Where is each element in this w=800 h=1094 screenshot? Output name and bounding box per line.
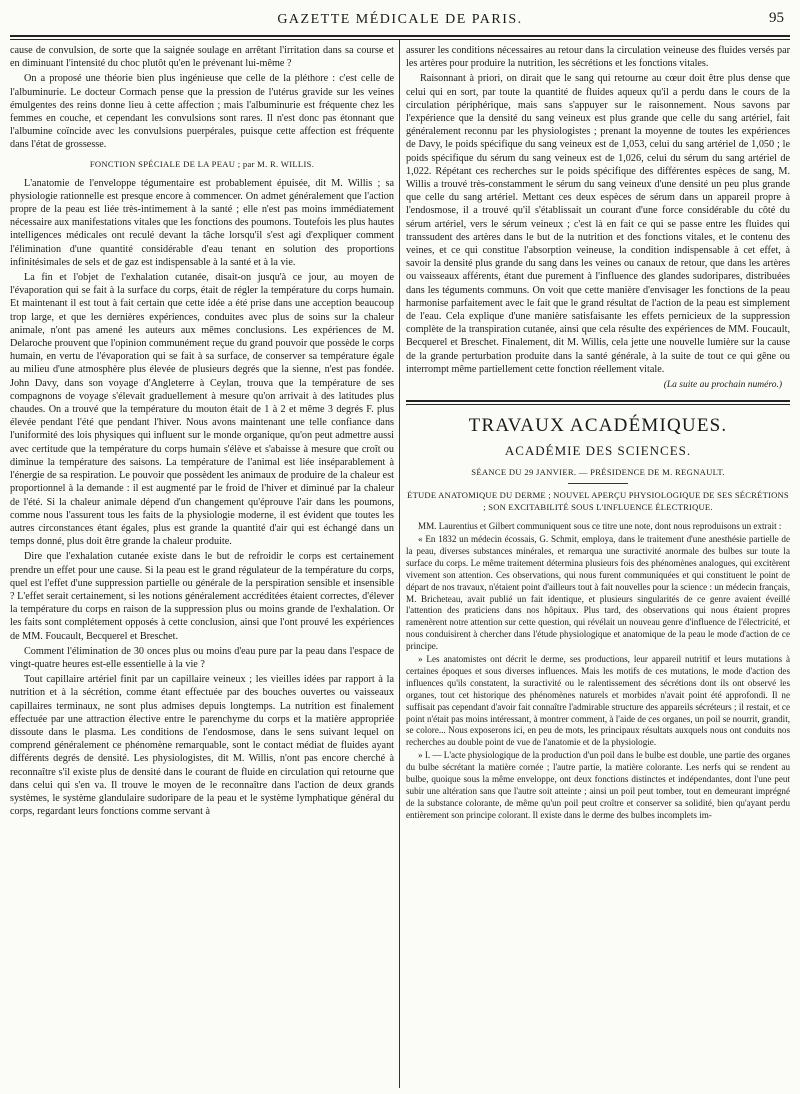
paragraph: On a proposé une théorie bien plus ingénieuse que celle de la pléthore : c'est celle de l'albuminurie. Le docteur Cormach pense que la pression de l'utérus gravide sur les veines émulgentes des reins donne lieu à cette affection ; mais l'albuminurie est fréquente chez les femmes en couche, et cependant les convulsions sont rares. Il n'est donc pas étonnant que l'albumine coïncide avec les convulsions puerpérales, puisque cette affection est fréquente dans l'état de grossesse. <box>10 73 394 151</box>
right-column <box>406 44 790 823</box>
paragraph: Dire que l'exhalation cutanée existe dans le but de refroidir le corps est certainement prendre un effet pour une cause. Si la peau est le grand régulateur de la température du corps, quel est l'effet d'une suppression partielle ou générale de la perspiration sensible et insensible ? L'effet serait certainement, si les notions généralement accréditées étaient correctes, d'élever la température du corps en raison de la suppression plus ou moins grande de l'exhalation. Or les faits sont complétement opposés à cette conclusion, ainsi que l'ont prouvé les expériences de MM. Foucault, Becquerel et Breschet. <box>10 551 394 642</box>
header-rule <box>10 35 790 40</box>
paragraph: » Les anatomistes ont décrit le derme, ses productions, leur appareil nutritif et leurs mutations à certaines époques et sous diverses influences. Mais les motifs de ces mutations, le mode d'action des influences qu'ils constatent, la suractivité ou le ralentissement des sécrétions dont ils ont observé les organes, tout cet historique des phénomènes naturels et morbides n'avait point été approfondi. Il ne suffisait pas cependant d'avoir fait connaître l'admirable structure des appareils sécréteurs ; il restait, et ce point n'était pas moins intéressant, à montrer comment, à l'aide de ces organes, un poil se nourrit, grandit, se colore... Nous exposerons ici, en peu de mots, les principaux résultats auxquels nous ont conduits nos recherches au double point de vue de l'anatomie et de la physiologie. <box>406 654 790 748</box>
session-line: SÉANCE DU 29 JANVIER. — PRÉSIDENCE DE M. REGNAULT. <box>471 467 725 478</box>
paragraph: Comment l'élimination de 30 onces plus ou moins d'eau pure par la peau dans l'espace de vingt-quatre heures est-elle essentielle à la vie ? <box>10 645 394 670</box>
paragraph: Raisonnant à priori, on dirait que le sang qui retourne au cœur doit être plus dense que celui qui en sort, par toute la quantité de fluides aqueux qu'il a perdu dans le cours de la circulation périphérique, mais sans s'appuyer sur le raisonnement. Nous savons par l'expérience que la densité du sang veineux est plus grande que celle du sang artériel, fait généralement reconnu par les physiologistes ; prenant la moyenne de toutes les expériences de Davy, le poids spécifique du sang veineux est de 1,053, celui du sang artériel de 1,050 ; le poids spécifique du sérum du sang veineux est de 1,026, celui du sérum du sang artériel de 1,022. Répétant ces recherches sur le poids spécifique des différentes espèces de sang, M. Willis a trouvé très-constamment le sérum du sang veineux d'une densité un peu plus grande que celle du sang artériel. Mettant ces deux espèces de sérum dans un appareil propre à l'endosmose, il a trouvé qu'il s'établissait un courant d'une force considérable du côté du sérum artériel, vers le sérum veineux ; c'est là en fait ce qui se passe entre les fluides qui transsudent des artères dans le but de la nutrition et des fonctions vitales, et le contenu des veines, et ce qui constitue l'absorption veineuse, la condition indispensable à cet effet, à savoir la densité plus grande du sang dans les veines ou canaux de retour, que dans les artères ou vaisseaux afférents, étant due purement à l'influence des glandes sudoripares, distribuées dans les téguments communs. On voit que cette manière d'envisager les fonctions de la peau harmonise parfaitement avec le fait que le grand résultat de l'action de la peau est simplement de l'eau. Cela explique d'une manière satisfaisante les effets pernicieux de la suppression complète de la transpiration cutanée, ainsi que cela résulte des expériences de MM. Foucault, Becquerel et Breschet. Finalement, dit M. Willis, cela jette une nouvelle lumière sur la cause de la grande perturbation produite dans la santé générale, à la suite de tout ce qui gêne ou interrompt même partiellement cette fonction réellement vitale. <box>406 73 790 375</box>
paragraph: » I. — L'acte physiologique de la production d'un poil dans le bulbe est double, une partie des organes du bulbe sécrétant la matière cornée ; l'autre partie, la matière colorante. Les nerfs qui se rendent au bulbe, quoique sous la même enveloppe, ont deux fonctions distinctes et indépendantes, dont l'une peut subir une altération sans que l'autre soit atteinte ; ainsi un poil peut tomber, tout en demeurant imprégné de la substance colorante, de même qu'un poil peut croître et conserver sa solidité, bien qu'ayant perdu entièrement son principe colorant. Il existe dans le derme des bulbes incomplets im- <box>406 750 790 820</box>
paragraph: cause de convulsion, de sorte que la saignée soulage en arrêtant l'irritation dans sa course et en diminuant l'intensité du choc plutôt qu'en le prévenant lui-même ? <box>10 45 394 70</box>
journal-title: GAZETTE MÉDICALE DE PARIS. <box>277 12 523 27</box>
paragraph: La fin et l'objet de l'exhalation cutanée, disait-on jusqu'à ce jour, au moyen de l'évaporation qui se fait à la surface du corps, était de régler la température du corps humain. Et maintenant il est tout à fait certain que cette idée a été prise dans une acception beaucoup trop large, et que les dernières expériences, conduites avec plus de soins sur la chaleur animale, n'ont pas amené les auteurs aux mêmes conclusions. Les expériences de M. Delaroche prouvent que l'opinion communément reçue du grand pouvoir que possède le corps humain, en vertu de l'évaporation qui se fait à sa surface, de conserver sa température égale au milieu d'une atmosphère plus élevée de plusieurs degrés que la sienne, n'est pas fondée. John Davy, dans son voyage d'Angleterre à Ceylan, trouva que la température de ses compagnons de voyage s'élevait graduellement à mesure qu'on arrivait à des latitudes plus chaudes. On a trouvé que la température du mouton était de 1 à 2 et même 3 degrés F. plus élevée pendant l'été que pendant l'hiver. Nous avons maintenant une telle confiance dans l'uniformité des lois physiques qui influent sur le monde organique, qu'on peut admettre aussi avec certitude que la température du corps humain s'élève et s'abaisse à mesure que croît ou diminue la température des saisons. La température de l'animal est liée inséparablement à l'énergie de sa respiration. Le pouvoir que possèdent les animaux de produire de la chaleur est proportionnel à la demande : il est augmenté par le froid de l'hiver et diminué par la chaleur de l'été. Si la chaleur animale dépend d'un changement qu'éprouve l'air dans les poumons, comme nous l'assurent tous les faits de la physiologie moderne, il est évident que toutes les autres circonstances étant égales, plus est grande la quantité d'air qui est échangé dans un temps donné, plus doit être grande la chaleur produite. <box>10 272 394 548</box>
left-column <box>10 44 394 820</box>
paragraph: Tout capillaire artériel finit par un capillaire veineux ; les vieilles idées par rapport à la nutrition et à la sécrétion, comme étant effectuée par des bouches ouvertes ou vaisseaux capillaires terminaux, ne sont plus admises depuis longtemps. La nutrition est finalement effectuée par une attraction élective entre le parenchyme du corps et la matière appropriée dissoute dans le plasma. Les conditions de l'endosmose, dans le sens suivant lequel on comprend généralement ce phénomène remarquable, sont le contact médiat de fluides ayant différents degrés de densité. Les physiologistes, dit M. Willis, n'ont pas encore cherché à reconnaître s'il existe plus de densité dans le courant de fluide en circulation qui retourne que dans celui qui s'en va. Il trouve le moyen de le reconnaître dans l'action de deux grands systèmes, le système glandulaire sudoripare de la peau et le système lymphatique général du corps, regardant leurs fonctions comme servant à <box>10 674 394 818</box>
communication-title: ÉTUDE ANATOMIQUE DU DERME ; NOUVEL APERÇU PHYSIOLOGIQUE DE SES SÉCRÉTIONS ; SON EXCITABILITÉ SOUS L'INFLUENCE ÉLECTRIQUE. <box>407 490 789 512</box>
paragraph: assurer les conditions nécessaires au retour dans la circulation veineuse des fluides versés par les artères pour produire la nutrition, les sécrétions et les fonctions vitales. <box>406 45 790 70</box>
paragraph: MM. Laurentius et Gilbert communiquent sous ce titre une note, dont nous reproduisons un extrait : <box>418 521 782 532</box>
section-separator <box>406 400 790 405</box>
paragraph: « En 1832 un médecin écossais, G. Schmit, employa, dans le traitement d'une anesthésie partielle de la peau, diverses substances minérales, et remarqua une suractivité anormale des bulbes sur toute la surface du corps. Le même traitement détermina plusieurs fois des phénomènes analogues, qui excitèrent vivement son attention. Ces observations, qui nous furent communiquées et qui constituent le point de départ de nos travaux, n'étaient point d'ailleurs tout à fait nouvelles pour la science : un médecin français, M. Bricheteau, avait publié un fait identique, et plusieurs singularités de ce genre avaient éveillé l'attention des praticiens dans nos hôpitaux. Plus tard, des observations qui nous étaient propres ramenèrent notre attention sur cette question, qui révélait un nouveau genre d'influence de l'électricité, et nous conduisirent à chercher dans l'étude physiologique et anatomique de la peau le mode d'action de ce principe. <box>406 533 790 652</box>
page-header <box>10 8 790 38</box>
continued-note: (La suite au prochain numéro.) <box>663 380 782 391</box>
short-rule <box>568 483 628 484</box>
page-number: 95 <box>769 10 784 26</box>
column-divider <box>399 40 400 1088</box>
article-heading: FONCTION SPÉCIALE DE LA PEAU ; par M. R. WILLIS. <box>89 158 315 169</box>
academy-title: ACADÉMIE DES SCIENCES. <box>504 443 692 459</box>
section-title: TRAVAUX ACADÉMIQUES. <box>468 415 728 437</box>
paragraph: L'anatomie de l'enveloppe tégumentaire est probablement épuisée, dit M. Willis ; sa physiologie rationnelle est presque encore à commencer. On admet généralement que l'action propre de la peau est liée très-intimement à la santé ; elle n'est pas moins immédiatement nécessaire aux manifestations vitales que les fonctions des poumons. Toutefois les plus hautes intelligences médicales ont reculé devant la tâche lorsqu'il s'est agi d'expliquer comment l'élimination d'une quantité considérable d'eau tenant en solution des proportions infinitésimales de sels et de gaz est indispensable à la santé et à la vie. <box>10 177 394 268</box>
